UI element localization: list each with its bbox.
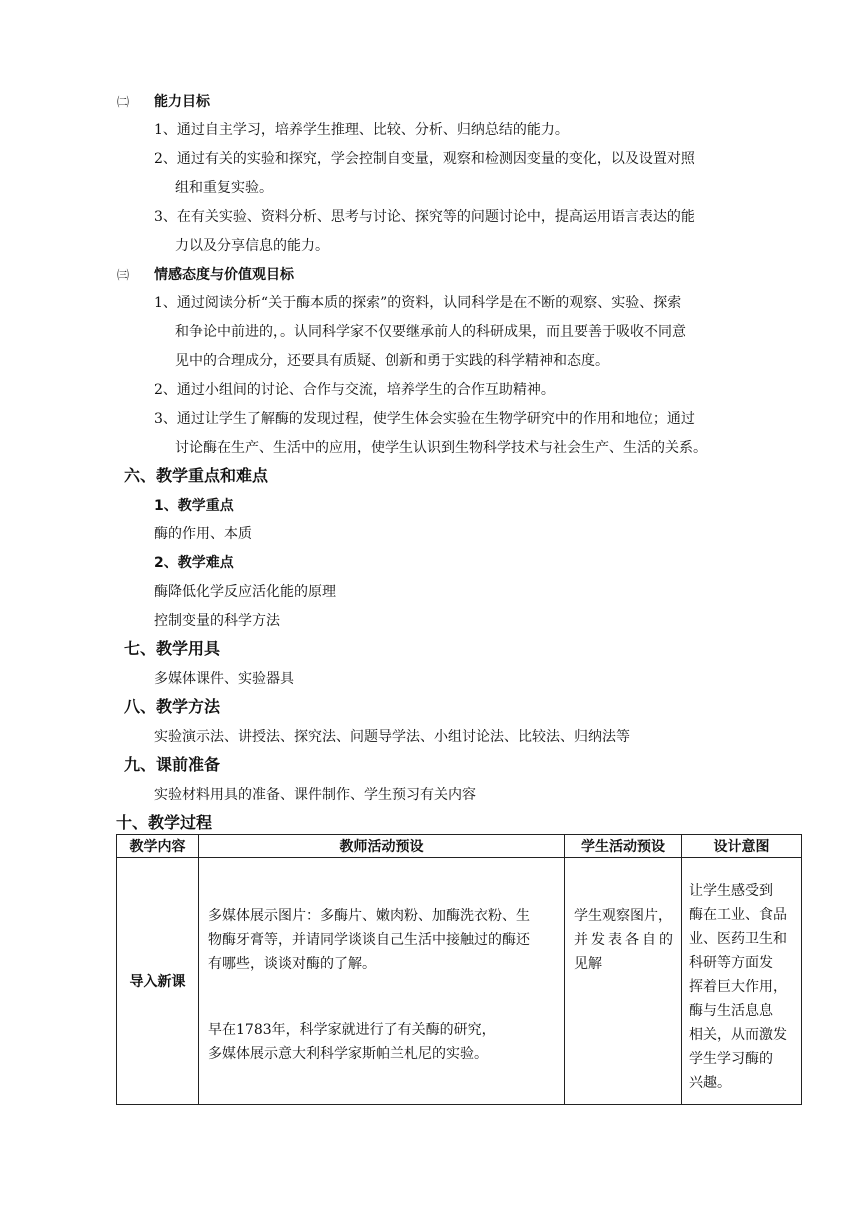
teacher-activity-cell <box>199 858 565 1105</box>
heading-section-6: 六、教学重点和难点 <box>124 466 269 485</box>
ability-item-2-cont: 组和重复实验。 <box>175 180 273 196</box>
teacher-line-3: 有哪些，谈谈对酶的了解。 <box>208 956 376 972</box>
key-points-title: 1、教学重点 <box>154 498 234 514</box>
preparation-text: 实验材料用具的准备、课件制作、学生预习有关内容 <box>154 787 476 803</box>
student-line-3: 见解 <box>574 956 602 972</box>
intent-line-2: 酶在工业、食品 <box>689 907 787 923</box>
emotion-item-2: 2、通过小组间的讨论、合作与交流，培养学生的合作互助精神。 <box>154 382 555 398</box>
emotion-item-3: 3、通过让学生了解酶的发现过程，使学生体会实验在生物学研究中的作用和地位；通过 <box>154 411 695 427</box>
key-points-text: 酶的作用、本质 <box>154 526 252 542</box>
heading-section-7: 七、教学用具 <box>124 639 221 658</box>
section-marker-2: ㈡ <box>117 95 130 109</box>
row-content-label: 导入新课 <box>129 974 186 990</box>
teacher-line-2: 物酶牙膏等，并请同学谈谈自己生活中接触过的酶还 <box>208 932 530 948</box>
ability-item-2: 2、通过有关的实验和探究，学会控制自变量，观察和检测因变量的变化，以及设置对照 <box>154 151 695 167</box>
header-teacher-activity: 教师活动预设 <box>199 835 565 858</box>
ability-item-3: 3、在有关实验、资料分析、思考与讨论、探究等的问题讨论中，提高运用语言表达的能 <box>154 209 695 225</box>
teaching-process-table <box>116 834 802 1105</box>
emotion-item-1-cont: 和争论中前进的，。认同科学家不仅要继承前人的科研成果，而且要善于吸收不同意 <box>175 324 686 340</box>
emotion-item-1: 1、通过阅读分析“关于酶本质的探索”的资料，认同科学是在不断的观察、实验、探索 <box>154 295 682 311</box>
section-title-emotion: 情感态度与价值观目标 <box>154 267 294 283</box>
student-line-1: 学生观察图片， <box>574 908 672 924</box>
ability-item-3-cont: 力以及分享信息的能力。 <box>175 238 329 254</box>
student-activity-cell <box>565 858 682 1105</box>
table-row <box>117 858 802 1105</box>
section-title-ability: 能力目标 <box>154 94 210 110</box>
difficulty-item-2: 控制变量的科学方法 <box>154 613 280 629</box>
emotion-item-3-cont: 讨论酶在生产、生活中的应用，使学生认识到生物科学技术与社会生产、生活的关系。 <box>175 440 707 456</box>
heading-section-10: 十、教学过程 <box>116 813 213 832</box>
intent-line-4: 科研等方面发 <box>689 955 773 971</box>
intent-line-8: 学生学习酶的 <box>689 1051 773 1067</box>
teacher-line-5: 多媒体展示意大利科学家斯帕兰札尼的实验。 <box>208 1046 488 1062</box>
teacher-line-1: 多媒体展示图片：多酶片、嫩肉粉、加酶洗衣粉、生 <box>208 908 530 924</box>
table-header-row <box>117 835 802 858</box>
teaching-tools-text: 多媒体课件、实验器具 <box>154 671 294 687</box>
heading-section-9: 九、课前准备 <box>124 755 221 774</box>
student-line-2: 并发表各自的 <box>574 932 676 948</box>
header-design-intent: 设计意图 <box>682 835 802 858</box>
intent-line-9: 兴趣。 <box>689 1075 731 1091</box>
intent-line-6: 酶与生活息息 <box>689 1003 773 1019</box>
intent-line-7: 相关，从而激发 <box>689 1027 787 1043</box>
difficulty-item-1: 酶降低化学反应活化能的原理 <box>154 584 336 600</box>
intent-line-5: 挥着巨大作用， <box>689 979 787 995</box>
teaching-methods-text: 实验演示法、讲授法、探究法、问题导学法、小组讨论法、比较法、归纳法等 <box>154 729 630 745</box>
heading-section-8: 八、教学方法 <box>124 697 221 716</box>
header-student-activity: 学生活动预设 <box>565 835 682 858</box>
ability-item-1: 1、通过自主学习，培养学生推理、比较、分析、归纳总结的能力。 <box>154 122 569 138</box>
section-marker-3: ㈢ <box>117 268 130 282</box>
row-content-cell <box>117 858 199 1105</box>
intent-line-1: 让学生感受到 <box>689 883 773 899</box>
header-content: 教学内容 <box>117 835 199 858</box>
teacher-line-4: 早在1783年，科学家就进行了有关酶的研究， <box>208 1022 496 1038</box>
difficulties-title: 2、教学难点 <box>154 555 234 571</box>
emotion-item-1-cont2: 见中的合理成分，还要具有质疑、创新和勇于实践的科学精神和态度。 <box>175 353 609 369</box>
design-intent-cell <box>682 858 802 1105</box>
intent-line-3: 业、医药卫生和 <box>689 931 787 947</box>
